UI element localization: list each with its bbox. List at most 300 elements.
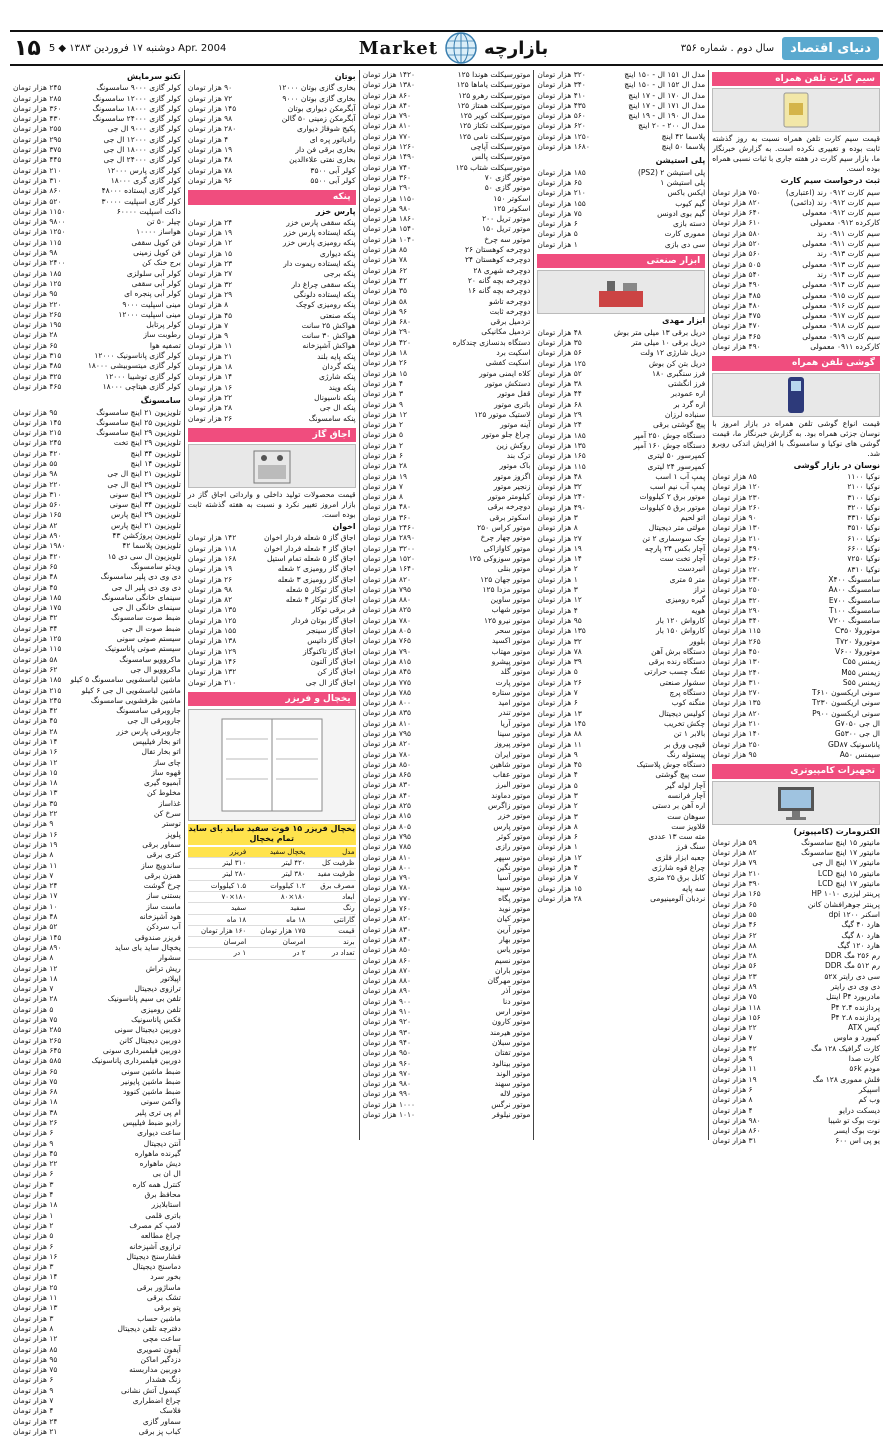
header-left bbox=[10, 36, 226, 61]
item-name: نوکیا ۸۳۱۰ bbox=[847, 564, 880, 574]
price-row bbox=[13, 871, 181, 881]
price-row bbox=[712, 1044, 880, 1054]
item-price: ۸۲۵ هزار تومان bbox=[362, 801, 412, 811]
price-section bbox=[13, 396, 181, 1437]
item-price: ۳۱۵ هزار تومان bbox=[13, 351, 62, 361]
price-row bbox=[363, 914, 531, 924]
item-price: ۶۸ هزار تومان bbox=[13, 1087, 58, 1097]
item-price: ۱۵۲۰ هزار تومان bbox=[362, 553, 416, 563]
item-name: دستکش موتور bbox=[484, 378, 531, 388]
item-price: ۱۴۵ هزار تومان bbox=[537, 718, 586, 728]
price-row bbox=[188, 300, 356, 310]
price-row bbox=[188, 533, 356, 543]
price-row bbox=[13, 510, 181, 520]
item-name: دوربین دیجیتال سونی bbox=[114, 1025, 181, 1035]
price-row bbox=[363, 255, 531, 265]
price-row bbox=[363, 1089, 531, 1099]
item-name: تفنگ چسب حرارتی bbox=[644, 667, 706, 677]
item-name: اسکوتر برقی bbox=[489, 512, 531, 522]
price-row bbox=[188, 259, 356, 269]
price-row bbox=[13, 1036, 181, 1046]
price-row bbox=[188, 393, 356, 403]
item-price: ۲۳ هزار تومان bbox=[187, 259, 233, 269]
item-name: دی وی دی پلیر سامسونگ bbox=[100, 572, 181, 582]
item-price: ۲۲۰ هزار تومان bbox=[712, 564, 761, 574]
item-price: ۱۳۰ هزار تومان bbox=[712, 657, 761, 667]
price-columns bbox=[10, 70, 883, 1436]
item-price: ۸۷۰ هزار تومان bbox=[362, 965, 412, 975]
item-price: ۲۱ هزار تومان bbox=[187, 351, 233, 361]
item-price: ۱۶ هزار تومان bbox=[13, 747, 58, 757]
item-name: همزن برقی bbox=[144, 870, 181, 880]
price-row bbox=[363, 585, 531, 595]
subsection-title: اخوان bbox=[332, 522, 356, 532]
item-name: هود آشپزخانه bbox=[139, 912, 181, 922]
price-section bbox=[188, 72, 356, 186]
section-title: اجاق گاز bbox=[188, 428, 356, 442]
price-row bbox=[13, 799, 181, 809]
item-price: ۸ هزار تومان bbox=[537, 523, 578, 533]
price-row bbox=[13, 135, 181, 145]
price-row bbox=[363, 708, 531, 718]
item-price: ۶ هزار تومان bbox=[537, 832, 578, 842]
item-price: ۲۶ هزار تومان bbox=[187, 413, 233, 423]
price-row bbox=[363, 904, 531, 914]
price-row bbox=[13, 933, 181, 943]
item-name: اجاق گاز ۵ شعله فردار اخوان bbox=[263, 533, 356, 543]
item-name: پنکه ناسیونال bbox=[314, 392, 356, 402]
price-row bbox=[363, 358, 531, 368]
price-row bbox=[13, 1262, 181, 1272]
item-name: موتور کراس ۲۵۰ bbox=[477, 523, 531, 533]
item-price: ۲۴۰۰ هزار تومان bbox=[13, 258, 66, 268]
subsection-title: پارس خزر bbox=[315, 206, 356, 216]
item-price: ۴۵ هزار تومان bbox=[537, 760, 582, 770]
spec-cell: ۴۲۰ لیتر bbox=[247, 858, 306, 869]
item-name: پمپ آب ۱ اسب bbox=[655, 471, 706, 481]
price-row bbox=[712, 698, 880, 708]
price-row bbox=[363, 801, 531, 811]
item-price: ۵۹ هزار تومان bbox=[712, 837, 757, 847]
price-row bbox=[537, 91, 705, 101]
item-name: پلوپز bbox=[166, 829, 181, 839]
price-row bbox=[13, 1345, 181, 1355]
item-price: ۸۲۰ هزار تومان bbox=[362, 574, 412, 584]
spec-cell: سفید bbox=[247, 903, 306, 914]
item-name: موتور خزر bbox=[498, 811, 531, 821]
item-price: ۲۱۰ هزار تومان bbox=[712, 533, 761, 543]
price-row bbox=[363, 894, 531, 904]
price-row bbox=[363, 152, 531, 162]
price-row bbox=[363, 1038, 531, 1048]
price-section bbox=[712, 356, 880, 760]
item-name: کولر گازی میتسوبیشی ۱۸۰۰۰ bbox=[87, 361, 181, 371]
item-price: ۳۶۰ هزار تومان bbox=[712, 554, 761, 564]
item-price: ۲۴۵ هزار تومان bbox=[13, 438, 62, 448]
item-price: ۲۶۵ هزار تومان bbox=[13, 1035, 62, 1045]
price-row bbox=[13, 114, 181, 124]
item-name: سیم کارت ۰۹۱۵ معمولی bbox=[802, 290, 880, 300]
item-name: تلویزیون ۳۴ اینچ سونی bbox=[109, 500, 181, 510]
item-price: ۳۸ هزار تومان bbox=[537, 379, 582, 389]
item-name: ضبط ماشین کنوود bbox=[123, 1087, 181, 1097]
price-row bbox=[188, 585, 356, 595]
price-row bbox=[363, 935, 531, 945]
item-name: دوچرخه بچه گانه ۱۶ bbox=[467, 286, 531, 296]
item-price: ۹۸۰ هزار تومان bbox=[362, 203, 412, 213]
item-price: ۲۳۰ هزار تومان bbox=[712, 574, 761, 584]
item-price: ۸۱۵ هزار تومان bbox=[362, 811, 412, 821]
item-price: ۴۸ هزار تومان bbox=[13, 572, 58, 582]
item-name: سیم کارت ۰۹۱۳ رند bbox=[816, 249, 880, 259]
item-price: ۵۲۰ هزار تومان bbox=[712, 239, 761, 249]
item-name: نوکیا ۱۱۰۰ bbox=[847, 471, 880, 481]
item-name: موتور لاله bbox=[499, 1089, 531, 1099]
price-row bbox=[712, 239, 880, 249]
item-name: اجاق گاز توکار ۴ شعله bbox=[285, 595, 356, 605]
price-row bbox=[13, 289, 181, 299]
price-row bbox=[363, 91, 531, 101]
price-row bbox=[537, 219, 705, 229]
price-row bbox=[13, 644, 181, 654]
item-name: فلش مموری ۱۲۸ مگ bbox=[812, 1074, 880, 1084]
item-name: تلویزیون ال سی دی ۱۵ bbox=[107, 551, 181, 561]
item-price: ۲۸۵ هزار تومان bbox=[13, 1025, 62, 1035]
item-name: موتور برق ۵ کیلووات bbox=[639, 502, 706, 512]
item-price: ۱۵۵ هزار تومان bbox=[187, 626, 237, 636]
item-price: ۱۹ هزار تومان bbox=[362, 471, 408, 481]
price-row bbox=[188, 626, 356, 636]
price-row bbox=[13, 1396, 181, 1406]
spec-cell: مصرف برق bbox=[307, 880, 356, 891]
price-row bbox=[712, 982, 880, 992]
item-name: پنکه رومیزی کوچک bbox=[296, 300, 356, 310]
price-row bbox=[537, 229, 705, 239]
item-price: ۴ هزار تومان bbox=[187, 134, 229, 144]
item-price: ۱۹ هزار تومان bbox=[13, 839, 58, 849]
price-row bbox=[537, 359, 705, 369]
price-row bbox=[537, 111, 705, 121]
price-row bbox=[712, 606, 880, 616]
item-price: ۲۸ هزار تومان bbox=[13, 330, 58, 340]
item-name: تلویزیون ۲۱ اینچ ال جی bbox=[107, 469, 181, 479]
item-price: ۴۲ هزار تومان bbox=[362, 275, 408, 285]
item-price: ۱۳۵ هزار تومان bbox=[537, 626, 586, 636]
item-price: ۴۶ هزار تومان bbox=[712, 920, 757, 930]
item-price: ۳۶۰ هزار تومان bbox=[362, 172, 412, 182]
price-row bbox=[13, 166, 181, 176]
price-row bbox=[537, 523, 705, 533]
price-row bbox=[13, 1067, 181, 1077]
price-row bbox=[13, 83, 181, 93]
price-row bbox=[13, 1231, 181, 1241]
price-row bbox=[712, 565, 880, 575]
price-row bbox=[363, 616, 531, 626]
price-row bbox=[712, 260, 880, 270]
item-name: جاروبرقی ال جی bbox=[127, 716, 181, 726]
item-price: ۱۱۵ هزار تومان bbox=[712, 626, 761, 636]
price-row bbox=[13, 1427, 181, 1437]
item-price: ۱۹ هزار تومان bbox=[537, 543, 582, 553]
price-row bbox=[363, 976, 531, 986]
price-row bbox=[13, 634, 181, 644]
item-price: ۸۹۰ هزار تومان bbox=[13, 942, 62, 952]
price-row bbox=[363, 575, 531, 585]
item-price: ۸۴۰ هزار تومان bbox=[362, 100, 412, 110]
item-name: سوهان ست bbox=[667, 811, 706, 821]
price-row bbox=[13, 1169, 181, 1179]
header-right bbox=[681, 37, 883, 60]
item-name: موتور پیروز bbox=[494, 739, 531, 749]
price-row bbox=[537, 451, 705, 461]
price-row bbox=[537, 801, 705, 811]
price-row bbox=[13, 1025, 181, 1035]
price-row bbox=[363, 379, 531, 389]
price-row bbox=[188, 321, 356, 331]
item-price: ۱۰۰۰ هزار تومان bbox=[362, 1099, 416, 1109]
item-price: ۱۴ هزار تومان bbox=[13, 1272, 58, 1282]
item-name: بخاری گازی بوتان ۹۰۰۰ bbox=[282, 93, 356, 103]
price-row bbox=[537, 729, 705, 739]
item-price: ۹۴۰ هزار تومان bbox=[362, 1037, 412, 1047]
price-row bbox=[712, 342, 880, 352]
item-name: پلی استیشن ۱ bbox=[660, 177, 706, 187]
item-name: استابلایزر bbox=[151, 1200, 181, 1210]
item-name: ویدئو سامسونگ bbox=[130, 561, 181, 571]
item-name: فکس پاناسونیک bbox=[131, 1015, 181, 1025]
price-row bbox=[537, 168, 705, 178]
item-price: ۱۵۶ هزار تومان bbox=[712, 1012, 761, 1022]
item-price: ۷۹۵ هزار تومان bbox=[362, 584, 412, 594]
price-row bbox=[188, 341, 356, 351]
price-row bbox=[188, 544, 356, 554]
price-row bbox=[537, 698, 705, 708]
item-name: چکش تخریب bbox=[663, 718, 706, 728]
price-row bbox=[13, 438, 181, 448]
item-price: ۲۱۰ هزار تومان bbox=[712, 868, 761, 878]
item-name: مودم ۵۶k bbox=[849, 1064, 880, 1074]
price-row bbox=[188, 166, 356, 176]
price-row bbox=[363, 605, 531, 615]
item-name: ریش تراش bbox=[145, 963, 181, 973]
item-price: ۲۴ هزار تومان bbox=[537, 420, 582, 430]
item-name: مدل ال ۱۷۱ ال - ۱۷ اینچ bbox=[628, 100, 706, 110]
item-name: کولر آبی ۵۵۰۰ bbox=[310, 175, 356, 185]
price-row bbox=[712, 616, 880, 626]
price-row bbox=[712, 554, 880, 564]
item-name: هارد ۱۲۰ گیگ bbox=[837, 940, 880, 950]
price-section bbox=[712, 764, 880, 1147]
item-name: موتورسیکلت پالس bbox=[471, 152, 531, 162]
price-row bbox=[188, 372, 356, 382]
item-price: ۸۴۵ هزار تومان bbox=[362, 667, 412, 677]
spec-header-cell: مدل bbox=[307, 847, 356, 858]
spec-header-cell: یخچال سفید bbox=[247, 847, 306, 858]
item-price: ۱۲ هزار تومان bbox=[13, 963, 58, 973]
price-row bbox=[712, 291, 880, 301]
item-price: ۱۱۵ هزار تومان bbox=[537, 461, 586, 471]
item-price: ۲ هزار تومان bbox=[362, 440, 403, 450]
item-price: ۷۵ هزار تومان bbox=[537, 208, 582, 218]
price-row bbox=[712, 951, 880, 961]
spec-cell: قیمت bbox=[307, 925, 356, 936]
price-row bbox=[712, 1095, 880, 1105]
item-price: ۱۸ هزار تومان bbox=[13, 1200, 58, 1210]
item-name: موتور پگاه bbox=[498, 893, 531, 903]
price-row bbox=[13, 1200, 181, 1210]
item-name: تردمیل برقی bbox=[490, 317, 531, 327]
item-price: ۲۲ هزار تومان bbox=[13, 809, 58, 819]
item-name: سونی اریکسون T۲۳۰ bbox=[812, 698, 880, 708]
price-row bbox=[712, 719, 880, 729]
item-name: ماشین ظرفشویی سامسونگ bbox=[90, 695, 181, 705]
item-name: پیچ گوشتی برقی bbox=[652, 420, 706, 430]
price-row bbox=[537, 389, 705, 399]
item-name: فن کویل زمینی bbox=[133, 248, 181, 258]
item-price: ۹ هزار تومان bbox=[13, 819, 54, 829]
price-row bbox=[712, 668, 880, 678]
price-row bbox=[363, 873, 531, 883]
item-name: آب سردکن bbox=[146, 922, 181, 932]
item-price: ۷۸ هزار تومان bbox=[362, 255, 408, 265]
item-price: ۹۵ هزار تومان bbox=[13, 289, 58, 299]
item-price: ۲۵۰ هزار تومان bbox=[712, 585, 761, 595]
price-row bbox=[363, 183, 531, 193]
item-name: دزدگیر اماکن bbox=[140, 1354, 181, 1364]
item-price: ۸ هزار تومان bbox=[187, 300, 229, 310]
item-name: فرز سنگبری ۱۸۰ bbox=[652, 368, 706, 378]
item-price: ۷۸۰ هزار تومان bbox=[362, 615, 412, 625]
item-name: فر برقی توکار bbox=[311, 605, 356, 615]
item-price: ۵ هزار تومان bbox=[537, 229, 578, 239]
item-name: هواساز ۱۰۰۰۰ bbox=[136, 227, 181, 237]
item-name: سونی اریکسون T۶۱۰ bbox=[812, 688, 880, 698]
price-row bbox=[363, 338, 531, 348]
section-masthead bbox=[359, 31, 549, 65]
item-name: اجاق گاز تاکنوگاز bbox=[302, 646, 356, 656]
item-name: موتور شاهین bbox=[490, 759, 531, 769]
item-name: رم ۲۵۶ مگ DDR bbox=[824, 951, 880, 961]
item-price: ۴۸ هزار تومان bbox=[13, 912, 58, 922]
item-price: ۷۸۵ هزار تومان bbox=[362, 842, 412, 852]
item-price: ۲۴۶۰ هزار تومان bbox=[362, 523, 416, 533]
price-row bbox=[363, 70, 531, 80]
price-row bbox=[712, 678, 880, 688]
price-row bbox=[188, 403, 356, 413]
item-name: مانیتور ۱۷ اینچ سامسونگ bbox=[801, 848, 880, 858]
item-name: موتور کوثر bbox=[496, 831, 531, 841]
price-row bbox=[13, 145, 181, 155]
price-row bbox=[537, 199, 705, 209]
price-row bbox=[537, 178, 705, 188]
item-price: ۹ هزار تومان bbox=[362, 399, 403, 409]
item-name: سیم کارت ۰۹۱۱ معمولی bbox=[802, 239, 880, 249]
item-price: ۴۶۵ هزار تومان bbox=[712, 331, 761, 341]
price-row bbox=[13, 279, 181, 289]
item-price: ۹ هزار تومان bbox=[712, 1054, 753, 1064]
price-row bbox=[13, 840, 181, 850]
item-name: تصفیه هوا bbox=[149, 340, 181, 350]
globe-icon bbox=[444, 31, 478, 65]
fridge-icon bbox=[188, 709, 356, 821]
price-row bbox=[537, 863, 705, 873]
price-section bbox=[188, 190, 356, 424]
price-row bbox=[712, 523, 880, 533]
price-row bbox=[712, 1116, 880, 1126]
item-name: اجاق گاز ۴ شعله فردار اخوان bbox=[263, 543, 356, 553]
price-row bbox=[537, 338, 705, 348]
price-row bbox=[712, 972, 880, 982]
item-price: ۱۷۵ هزار تومان bbox=[13, 603, 62, 613]
price-row bbox=[363, 1007, 531, 1017]
item-name: تلویزیون ۲۹ اینچ ال جی bbox=[107, 479, 181, 489]
price-row bbox=[712, 1033, 880, 1043]
item-name: دوربین دیجیتال کانن bbox=[119, 1035, 181, 1045]
price-row bbox=[13, 372, 181, 382]
item-price: ۷۹۰ هزار تومان bbox=[362, 646, 412, 656]
item-name: مینی اسپلیت ۹۰۰۰ bbox=[122, 299, 181, 309]
spec-cell: ۳۱۰ لیتر bbox=[188, 858, 247, 869]
price-row bbox=[712, 472, 880, 482]
item-name: جعبه ابزار فلزی bbox=[655, 852, 706, 862]
item-price: ۳۴ هزار تومان bbox=[13, 623, 58, 633]
item-price: ۸۱۰ هزار تومان bbox=[362, 852, 412, 862]
price-row bbox=[13, 227, 181, 237]
price-row bbox=[712, 709, 880, 719]
price-row bbox=[363, 750, 531, 760]
price-row bbox=[363, 626, 531, 636]
item-name: موتور سه چرخ bbox=[484, 234, 531, 244]
item-name: کپسول آتش نشانی bbox=[121, 1385, 181, 1395]
price-row bbox=[712, 626, 880, 636]
item-price: ۹ هزار تومان bbox=[537, 749, 578, 759]
item-price: ۸۳۵ هزار تومان bbox=[362, 708, 412, 718]
price-row bbox=[363, 482, 531, 492]
price-row bbox=[363, 1059, 531, 1069]
price-row bbox=[712, 1136, 880, 1146]
item-price: ۱۲۵ هزار تومان bbox=[187, 615, 237, 625]
item-price: ۳۵ هزار تومان bbox=[537, 337, 582, 347]
price-row bbox=[13, 902, 181, 912]
price-row bbox=[363, 1110, 531, 1120]
subsection-title: ثبت درخواست سیم کارت bbox=[780, 176, 880, 186]
item-name: بخاری گازی بوتان ۱۲۰۰۰ bbox=[278, 83, 356, 93]
item-price: ۲۴۵ هزار تومان bbox=[13, 695, 62, 705]
price-section bbox=[537, 70, 705, 152]
item-price: ۳۵ هزار تومان bbox=[13, 798, 58, 808]
item-name: موتور نیلوفر bbox=[492, 1109, 531, 1119]
item-price: ۶ هزار تومان bbox=[13, 1241, 54, 1251]
price-row bbox=[363, 647, 531, 657]
item-name: چراغ جلو موتور bbox=[481, 430, 531, 440]
item-price: ۱۸۵ هزار تومان bbox=[13, 592, 62, 602]
price-row bbox=[13, 964, 181, 974]
item-price: ۳۷۵ هزار تومان bbox=[13, 145, 62, 155]
item-name: دستگاه جوش ۲۵۰ آمپر bbox=[633, 430, 706, 440]
item-price: ۲۶ هزار تومان bbox=[187, 574, 233, 584]
item-name: محافظ برق bbox=[144, 1190, 181, 1200]
item-price: ۳۶۰ هزار تومان bbox=[13, 103, 62, 113]
item-price: ۱۶۵ هزار تومان bbox=[537, 451, 586, 461]
item-price: ۲۶۰ هزار تومان bbox=[712, 502, 761, 512]
item-price: ۲۲ هزار تومان bbox=[712, 1023, 757, 1033]
item-name: موتورسیکلت همتاز ۱۲۵ bbox=[457, 100, 531, 110]
item-price: ۶۲ هزار تومان bbox=[13, 664, 58, 674]
item-price: ۹ هزار تومان bbox=[13, 1138, 54, 1148]
item-price: ۱۲۹ هزار تومان bbox=[187, 646, 237, 656]
item-name: فرز انگشتی bbox=[667, 379, 706, 389]
item-price: ۲۱۰ هزار تومان bbox=[712, 719, 761, 729]
